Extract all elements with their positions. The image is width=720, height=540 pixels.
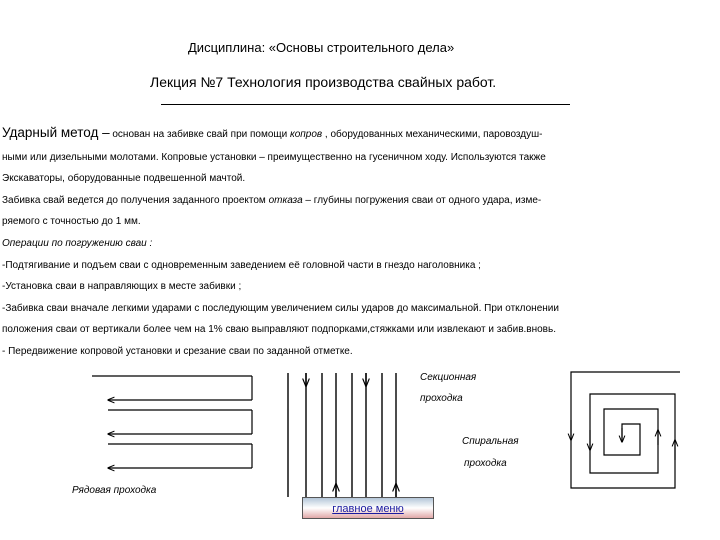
section-pass-diagram <box>288 373 396 497</box>
operation-item-3-continued: положения сваи от вертикали более чем на 1% сваю выправляют подпорками,стяжками или извлекают и забив.вновь. <box>2 324 556 335</box>
section-pass-caption-1: Секционная <box>420 372 477 383</box>
spiral-pass-diagram <box>571 372 680 488</box>
operation-item-3: -Забивка сваи вначале легкими ударами с последующим увеличением силы ударов до максимальной. При отклонении <box>2 303 559 314</box>
operation-item-1: -Подтягивание и подъем сваи с одновременным заведением её головной части в гнездо наголовника ; <box>2 260 481 271</box>
refusal-term: отказа <box>268 195 303 206</box>
text-span: основан на забивке свай при помощи <box>109 129 291 140</box>
paragraph-line-2: ными или дизельными молотами. Копровые установки – преимущественно на гусеничном ходу. Используются также <box>2 152 546 163</box>
text-span: , оборудованных механическими, паровоздуш- <box>322 129 543 140</box>
spiral-pass-caption-2: проходка <box>464 458 507 469</box>
row-pass-diagram <box>92 376 252 468</box>
main-menu-button[interactable]: главное меню <box>302 497 434 519</box>
section-pass-caption-2: проходка <box>420 393 463 404</box>
spiral-path <box>571 372 680 488</box>
operation-item-4: - Передвижение копровой установки и срезание сваи по заданной отметке. <box>2 346 353 357</box>
text-span: Забивка свай ведется до получения заданного проектом <box>2 195 269 206</box>
impact-method-term: Ударный метод – <box>2 125 110 140</box>
discipline-heading: Дисциплина: «Основы строительного дела» <box>188 40 455 55</box>
text-span: – глубины погружения сваи от одного удара, изме- <box>302 195 542 206</box>
paragraph-line-5: ряемого с точностью до 1 мм. <box>2 216 141 227</box>
row-pass-caption: Рядовая проходка <box>72 485 157 496</box>
operation-item-2: -Установка сваи в направляющих в месте забивки ; <box>2 281 242 292</box>
operations-heading: Операции по погружению сваи : <box>2 238 153 249</box>
paragraph-line-3: Экскаваторы, оборудованные подвешенной мачтой. <box>2 173 246 184</box>
pile-driver-term: копров <box>290 129 323 140</box>
lecture-title: Лекция №7 Технология производства свайных работ. <box>150 74 497 90</box>
spiral-pass-caption-1: Спиральная <box>462 436 519 447</box>
